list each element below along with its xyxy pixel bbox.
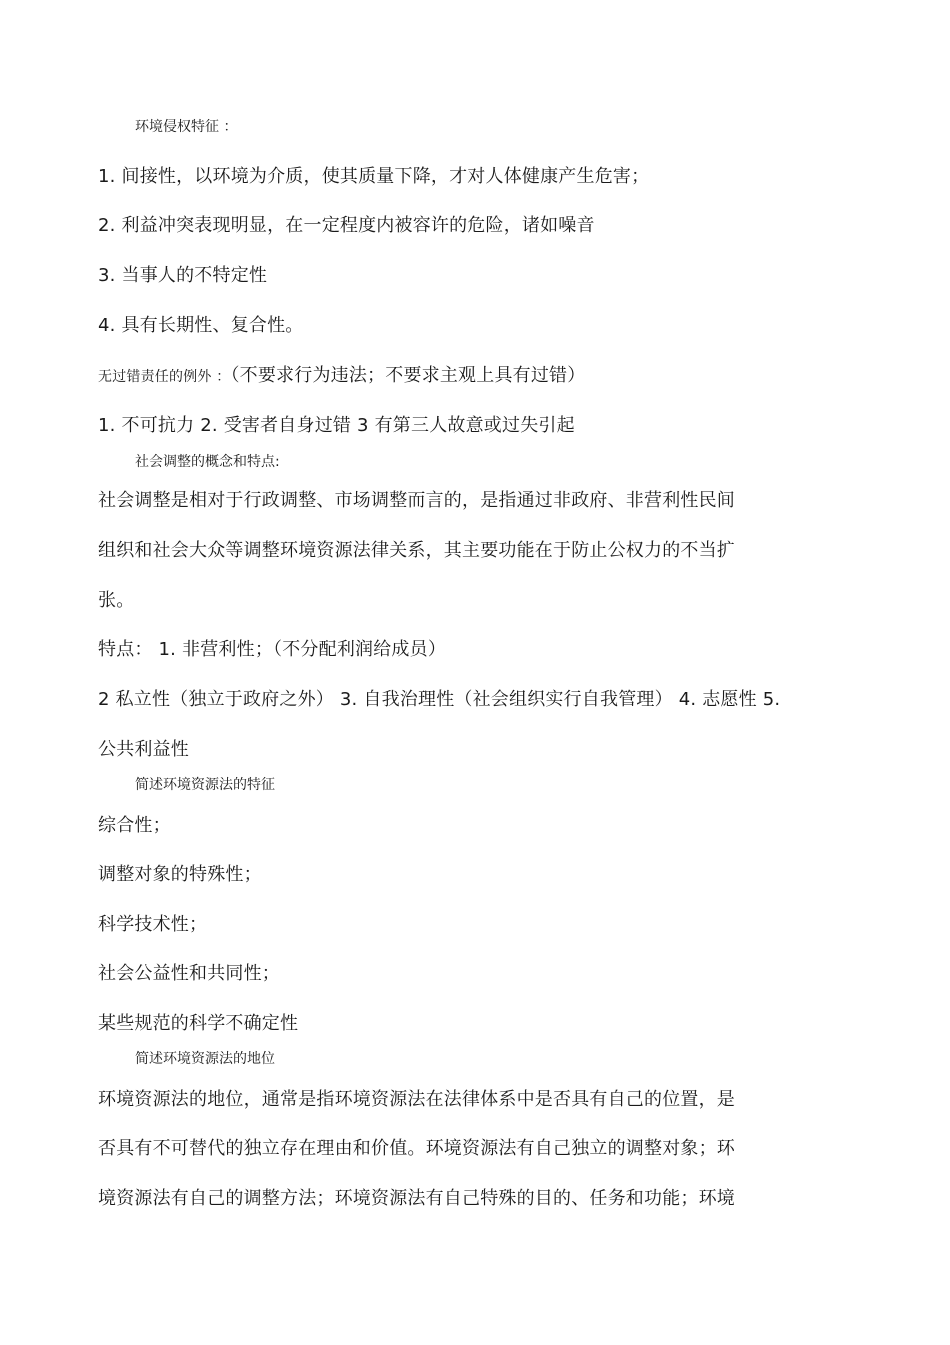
- list-item: 社会公益性和共同性；: [98, 963, 280, 984]
- paragraph-line: 组织和社会大众等调整环境资源法律关系，其主要功能在于防止公权力的不当扩: [98, 540, 735, 561]
- list-item: 某些规范的科学不确定性: [98, 1013, 299, 1034]
- list-item: 3. 当事人的不特定性: [98, 265, 268, 286]
- list-item: 调整对象的特殊性；: [98, 864, 262, 885]
- no-fault-exception-line: [98, 364, 585, 389]
- section-heading-social-adjustment: 社会调整的概念和特点:: [135, 454, 280, 470]
- paragraph-line: 公共利益性: [98, 739, 189, 760]
- list-item: 1. 不可抗力 2. 受害者自身过错 3 有第三人故意或过失引起: [98, 415, 575, 436]
- paragraph-line: 社会调整是相对于行政调整、市场调整而言的，是指通过非政府、非营利性民间: [98, 490, 735, 511]
- list-item: 综合性；: [98, 815, 171, 836]
- paragraph-line: 张。: [98, 590, 135, 611]
- list-item: 科学技术性；: [98, 914, 208, 935]
- list-item: 1. 间接性，以环境为介质，使其质量下降，才对人体健康产生危害；: [98, 166, 650, 187]
- paragraph-line: 境资源法有自己的调整方法；环境资源法有自己特殊的目的、任务和功能；环境: [98, 1188, 735, 1209]
- paragraph-line: 特点： 1. 非营利性；（不分配利润给成员）: [98, 639, 447, 660]
- paragraph-line: 环境资源法的地位，通常是指环境资源法在法律体系中是否具有自己的位置，是: [98, 1089, 735, 1110]
- section-heading-law-status: 简述环境资源法的地位: [135, 1051, 275, 1067]
- list-item: 4. 具有长期性、复合性。: [98, 315, 304, 336]
- section-heading-law-features: 简述环境资源法的特征: [135, 777, 275, 793]
- paragraph-line: 否具有不可替代的独立存在理由和价值。环境资源法有自己独立的调整对象；环: [98, 1138, 735, 1159]
- no-fault-exception-note: （不要求行为违法；不要求主观上具有过错）: [230, 365, 586, 386]
- list-item: 2. 利益冲突表现明显，在一定程度内被容许的危险，诸如噪音: [98, 215, 595, 236]
- paragraph-line: 2 私立性（独立于政府之外） 3. 自我治理性（社会组织实行自我管理） 4. 志愿性 5.: [98, 689, 781, 710]
- section-heading-no-fault-exception: 无过错责任的例外 ：: [98, 369, 231, 385]
- section-heading-environmental-tort: 环境侵权特征 ：: [135, 119, 238, 135]
